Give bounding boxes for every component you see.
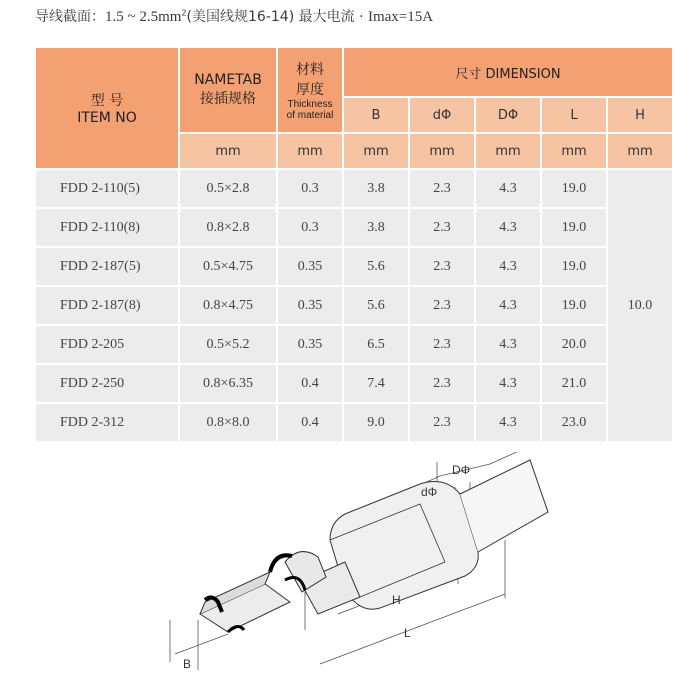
cell-d-small: 2.3 [410,248,474,285]
unit-d-large: mm [476,134,540,168]
cell-l: 19.0 [542,209,606,246]
header-thick-en2: of material [286,110,334,121]
cell-thick: 0.3 [278,170,342,207]
heading-gauge: (美国线规16-14) [186,9,295,25]
cell-item: FDD 2-312 [36,404,178,441]
cell-tab: 0.5×4.75 [180,248,276,285]
cell-d-small: 2.3 [410,326,474,363]
unit-l: mm [542,134,606,168]
header-item-cn: 型 号 [90,93,124,109]
label-H: H [392,593,401,607]
heading-range: 1.5 ~ 2.5mm [105,9,182,25]
header-tab-cn: 接插规格 [200,91,256,107]
terminal-diagram [0,452,700,700]
table-row [36,404,672,441]
header-thickness [278,48,342,132]
label-L: L [404,626,411,640]
cell-thick: 0.4 [278,404,342,441]
header-dim-h: H [608,98,672,132]
cell-item: FDD 2-187(5) [36,248,178,285]
header-dim-l: L [542,98,606,132]
unit-h: mm [608,134,672,168]
header-item-no [36,48,178,168]
header-thick-cn1: 材料 [296,62,324,78]
cell-b: 9.0 [344,404,408,441]
cell-l: 19.0 [542,287,606,324]
table-row [36,287,672,324]
cell-b: 3.8 [344,170,408,207]
cell-tab: 0.8×2.8 [180,209,276,246]
heading-sup: 2 [181,8,187,18]
cell-tab: 0.8×4.75 [180,287,276,324]
cell-d-small: 2.3 [410,404,474,441]
cell-b: 7.4 [344,365,408,402]
table-row [36,326,672,363]
cell-item: FDD 2-250 [36,365,178,402]
cell-d-large: 4.3 [476,365,540,402]
header-thick-en1: Thickness [287,99,333,110]
heading-current-label: 最大电流 · [298,9,368,25]
cell-thick: 0.4 [278,365,342,402]
cell-tab: 0.8×6.35 [180,365,276,402]
cell-d-large: 4.3 [476,170,540,207]
cell-d-large: 4.3 [476,287,540,324]
cell-thick: 0.3 [278,209,342,246]
cell-h: 10.0 [608,170,672,441]
header-thick-cn2: 厚度 [296,82,324,98]
cell-b: 5.6 [344,287,408,324]
cell-l: 19.0 [542,170,606,207]
cell-tab: 0.5×2.8 [180,170,276,207]
header-nametab [180,48,276,132]
spec-table [34,46,674,443]
table-body [36,170,672,441]
cell-item: FDD 2-187(8) [36,287,178,324]
cell-b: 6.5 [344,326,408,363]
unit-thick: mm [278,134,342,168]
header-dim-d-large: DΦ [476,98,540,132]
cell-item: FDD 2-110(5) [36,170,178,207]
unit-b: mm [344,134,408,168]
cell-tab: 0.5×5.2 [180,326,276,363]
cell-l: 23.0 [542,404,606,441]
table-row [36,365,672,402]
label-D: DΦ [452,463,471,477]
cell-d-small: 2.3 [410,209,474,246]
cell-d-small: 2.3 [410,365,474,402]
header-item-en: ITEM NO [77,110,137,126]
spec-heading [35,6,433,26]
cell-b: 5.6 [344,248,408,285]
heading-imax: Imax=15A [367,9,434,25]
cell-item: FDD 2-205 [36,326,178,363]
unit-tab: mm [180,134,276,168]
cell-d-large: 4.3 [476,248,540,285]
header-dimension: 尺寸 DIMENSION [344,48,672,96]
cell-thick: 0.35 [278,287,342,324]
cell-d-small: 2.3 [410,170,474,207]
header-dim-d-small: dΦ [410,98,474,132]
cell-item: FDD 2-110(8) [36,209,178,246]
cell-d-large: 4.3 [476,209,540,246]
table-row [36,209,672,246]
cell-thick: 0.35 [278,248,342,285]
unit-d-small: mm [410,134,474,168]
header-tab-en: NAMETAB [194,72,262,88]
cell-l: 19.0 [542,248,606,285]
heading-prefix: 导线截面： [35,9,105,25]
label-B: B [183,657,192,671]
cell-d-small: 2.3 [410,287,474,324]
cell-d-large: 4.3 [476,326,540,363]
cell-l: 21.0 [542,365,606,402]
cell-d-large: 4.3 [476,404,540,441]
header-dim-b: B [344,98,408,132]
cell-b: 3.8 [344,209,408,246]
cell-tab: 0.8×8.0 [180,404,276,441]
table-row [36,248,672,285]
terminal-drawing [200,460,548,632]
cell-l: 20.0 [542,326,606,363]
table-row [36,170,672,207]
label-d: dΦ [421,485,438,499]
cell-thick: 0.35 [278,326,342,363]
